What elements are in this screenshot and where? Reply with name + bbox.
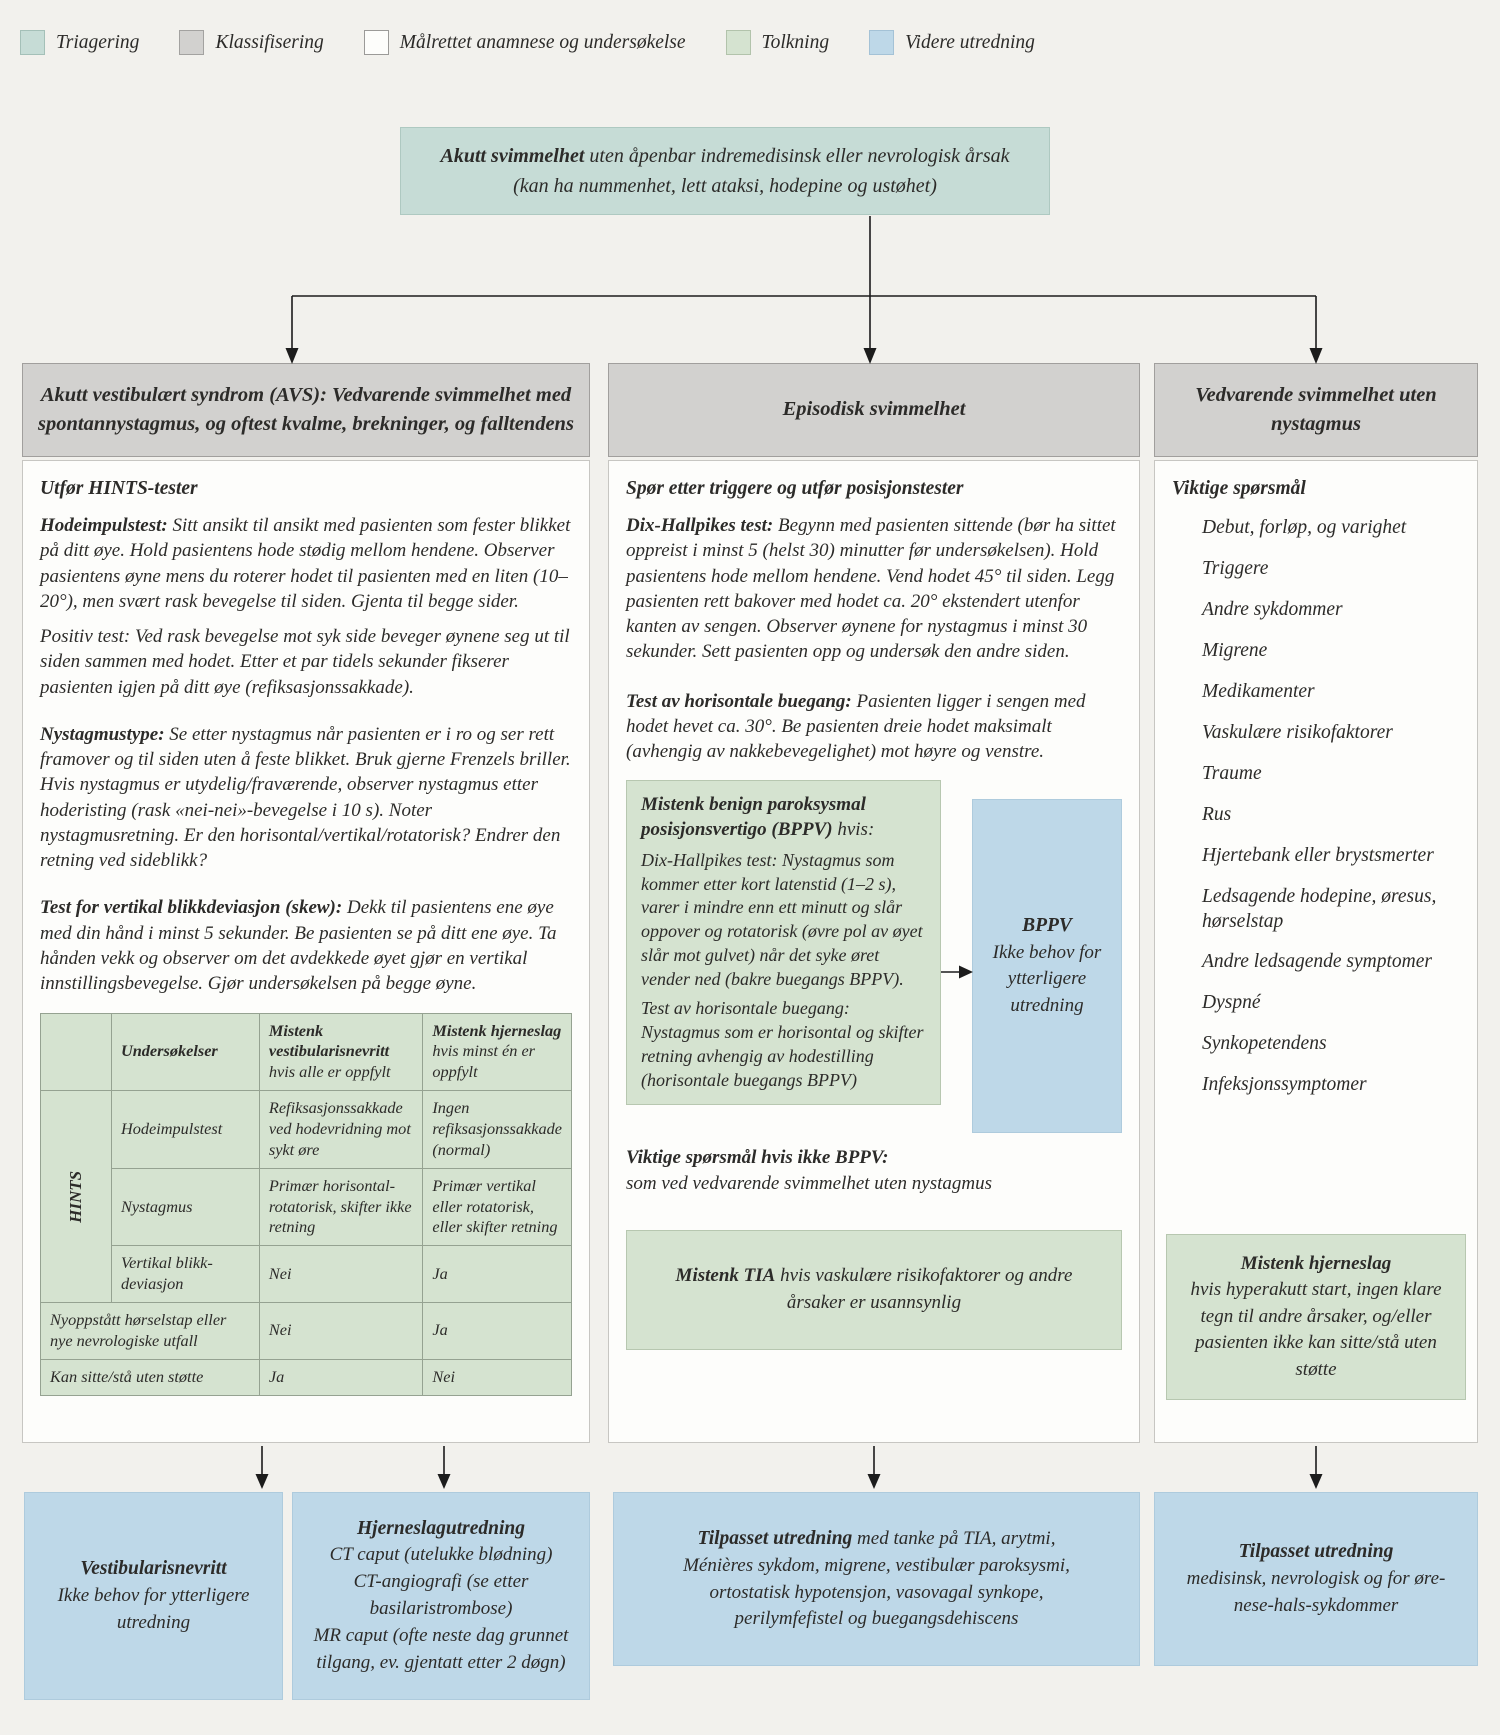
table-row — [41, 1359, 572, 1395]
hints-h3-lead: Mistenk hjerneslag — [432, 1020, 562, 1040]
list-item: Dyspné — [1202, 992, 1261, 1014]
avs-p1-lead: Hodeimpulstest: — [40, 515, 168, 536]
list-item: Medikamenter — [1202, 680, 1315, 702]
episodisk-p1-lead: Dix-Hallpikes test: — [626, 515, 774, 536]
bppv-box-lead-line — [641, 793, 926, 842]
vedvarende-question-list — [1172, 516, 1460, 1098]
table-cell: Nei — [423, 1359, 572, 1395]
legend-item-triagering — [20, 30, 139, 55]
list-item: Debut, forløp, og varighet — [1202, 517, 1407, 538]
avs-paragraph-skew — [40, 895, 572, 996]
list-item: Triggere — [1202, 557, 1269, 579]
interpretation-box-tia — [626, 1230, 1122, 1350]
table-cell: Kan sitte/stå uten støtte — [41, 1359, 260, 1395]
arrowhead-to-vestibularisnevritt — [256, 1474, 269, 1489]
legend-label: Tolkning — [761, 31, 830, 53]
header-avs-rest: Vedvarende svimmelhet med spontannystagmus, og oftest kvalme, brekninger, og falltendens — [38, 383, 574, 435]
hints-table — [40, 1013, 572, 1396]
hjerneslagutredning-title: Hjerneslagutredning — [357, 1517, 525, 1539]
workup-box-tilpasset-vedvarende — [1154, 1492, 1478, 1666]
legend-label: Videre utredning — [905, 31, 1035, 53]
header-episodisk-label: Episodisk svimmelhet — [782, 398, 966, 421]
hints-rotated-label: HINTS — [66, 1170, 86, 1223]
bppv-box-dix-hallpike: Dix-Hallpikes test: Nystagmus som kommer etter kort latenstid (1–2 s), varer i mindre enn ett minutt og slår oppover og rotatorisk (øvre pol av øyet slår mot gulvet) når det syke øret vender ned (bakre buegangs BPPV). — [641, 849, 923, 989]
triagering-swatch-icon — [20, 30, 45, 55]
root-node-subtitle: uten åpenbar indremedisinsk eller nevrologisk årsak — [584, 145, 1010, 167]
workup-box-tilpasset-episodisk — [613, 1492, 1140, 1666]
episodisk-p2-lead: Test av horisontale buegang: — [626, 690, 852, 712]
anamnese-swatch-icon — [364, 30, 389, 55]
hints-table-header-vestibularisnevritt — [259, 1013, 423, 1091]
bppv-result-title: BPPV — [1022, 915, 1072, 937]
table-cell: Primær horisontal-rotatorisk, skifter ikke retning — [259, 1168, 423, 1246]
avs-p3-lead: Nystagmustype: — [40, 723, 165, 745]
tolkning-swatch-icon — [726, 30, 751, 55]
arrowhead-to-vedvarende — [1310, 348, 1323, 364]
hints-table-header-hjerneslag — [423, 1013, 572, 1091]
episodisk-paragraph-buegang — [626, 689, 1122, 765]
arrowhead-to-tilpasset-vedvarende — [1310, 1474, 1323, 1489]
bppv-box-lead: Mistenk benign paroksysmal posisjonsvertigo (BPPV) — [641, 794, 866, 841]
hints-h2-lead: Mistenk vestibularisnevritt — [268, 1020, 390, 1061]
arrowhead-to-hjerneslagutredning — [438, 1474, 451, 1489]
arrowhead-to-avs — [286, 348, 299, 364]
hints-h2-rest: hvis alle er oppfylt — [268, 1062, 391, 1082]
legend-label: Klassifisering — [215, 31, 324, 53]
list-item: Andre ledsagende symptomer — [1202, 951, 1432, 973]
root-node-line1 — [440, 141, 1009, 171]
hjerneslag-box-rest: hvis hyperakutt start, ingen klare tegn til andre årsaker, og/eller pasienten ikke kan sitte/stå uten støtte — [1190, 1279, 1442, 1380]
table-cell: Ja — [423, 1246, 572, 1303]
table-row — [41, 1091, 572, 1169]
hjerneslagutredning-lines — [307, 1542, 575, 1677]
avs-p3-rest: Se etter nystagmus når pasienten er i ro og ser rett framover og til siden uten å feste blikket. Bruk gjerne Frenzels briller. Hvis nystagmus er utydelig/fraværende, observer nystagmus etter hoderisting (rask «nei-nei»-bevegelse i 10 s). Noter nystagmusretning. Er den horisontal/vertikal/rotatorisk? Endrer den retning ved sideblikk? — [40, 723, 571, 872]
header-avs — [22, 363, 590, 457]
episodisk-p2-rest: Pasienten ligger i sengen med hodet hevet ca. 30°. Be pasienten dreie hodet maksimalt (avhengig av nakkebevegelighet) mot høyre og venstre. — [626, 690, 1086, 763]
workup-box-bppv — [972, 799, 1122, 1133]
episodisk-p1-rest: Begynn med pasienten sittende (bør ha sittet oppreist i minst 5 (helst 30) minutter før undersøkelsen). Hold pasientens hode mellom hendene. Vend hodet 45° til siden. Legg pasienten rett bakover med hodet ca. 20° ekstendert utenfor kanten av sengen. Observer øynene for nystagmus i minst 30 sekunder. Sett pasienten opp og undersøk den andre siden. — [626, 515, 1116, 663]
avs-paragraph-nystagmustype — [40, 722, 572, 874]
legend-item-tolkning — [726, 30, 830, 55]
tia-box-rest: hvis vaskulære risikofaktorer og andre årsaker er usannsynlig — [775, 1265, 1073, 1313]
tilpasset-episodisk-rest: med tanke på TIA, arytmi, Ménières sykdom, migrene, vestibulær paroksysmi, ortostatisk hypotensjon, vasovagal synkope, perilymfefistel og buegangsdehiscens — [683, 1527, 1070, 1630]
bppv-box-buegang: Test av horisontale buegang: Nystagmus som er horisontal og skifter retning avhengig av hodestilling (horisontale buegangs BPPV) — [641, 998, 924, 1090]
legend-label: Triagering — [56, 31, 140, 53]
episodisk-questions-heading — [626, 1145, 1122, 1196]
table-row — [41, 1302, 572, 1359]
header-vedvarende-label: Vedvarende svimmelhet uten nystagmus — [1195, 383, 1437, 435]
vestibularisnevritt-title: Vestibularisnevritt — [80, 1558, 227, 1580]
episodisk-q-lead: Viktige spørsmål hvis ikke BPPV: — [626, 1147, 889, 1169]
hints-table-header-row — [41, 1013, 572, 1091]
table-row — [41, 1246, 572, 1303]
tilpasset-vedvarende-body: medisinsk, nevrologisk og for øre-nese-hals-sykdommer — [1186, 1567, 1446, 1616]
column-vedvarende-body — [1154, 460, 1478, 1443]
root-node-line2: (kan ha nummenhet, lett ataksi, hodepine og ustøhet) — [513, 175, 937, 197]
list-item: Traume — [1202, 762, 1262, 784]
table-cell: Refiksasjonssakkade ved hodevridning mot sykt øre — [259, 1091, 423, 1169]
legend-item-anamnese — [364, 30, 686, 55]
interpretation-box-hjerneslag — [1166, 1234, 1466, 1400]
arrowhead-to-episodisk — [864, 348, 877, 364]
column-avs-body — [22, 460, 590, 1443]
avs-paragraph-hodeimpulstest — [40, 513, 572, 614]
root-node-akutt-svimmelhet — [400, 127, 1050, 215]
arrowhead-to-tilpasset-episodisk — [868, 1474, 881, 1489]
header-avs-lead: Akutt vestibulært syndrom (AVS): — [40, 383, 327, 406]
list-item: Ledsagende hodepine, øresus, hørselstap — [1202, 885, 1437, 932]
legend-item-klassifisering — [179, 30, 323, 55]
table-cell: Ingen refiksasjonssakkade (normal) — [423, 1091, 572, 1169]
legend-label: Målrettet anamnese og undersøkelse — [399, 31, 686, 53]
episodisk-section-title: Spør etter triggere og utfør posisjonstester — [626, 478, 964, 499]
tilpasset-episodisk-text — [670, 1525, 1083, 1634]
vestibularisnevritt-body: Ikke behov for ytterligere utredning — [57, 1584, 250, 1633]
tilpasset-episodisk-lead: Tilpasset utredning — [697, 1527, 853, 1549]
list-item: CT caput (utelukke blødning) — [329, 1544, 553, 1566]
avs-paragraph-positiv-test: Positiv test: Ved rask bevegelse mot syk side beveger øynene seg ut til siden sammen med hodet. Etter et par tidels sekunder fikserer pasienten igjen på ditt øye (refiksasjonssakkade). — [40, 626, 570, 698]
list-item: Rus — [1202, 803, 1232, 825]
workup-box-vestibularisnevritt — [24, 1492, 283, 1700]
root-node-title: Akutt svimmelhet — [440, 145, 585, 167]
avs-section-title: Utfør HINTS-tester — [40, 478, 198, 499]
table-cell: Nei — [259, 1302, 423, 1359]
list-item: MR caput (ofte neste dag grunnet tilgang, ev. gjentatt etter 2 døgn) — [313, 1625, 569, 1674]
interpretation-box-bppv — [626, 780, 941, 1105]
column-episodisk-body — [608, 460, 1140, 1443]
hints-table-header-undersokelser: Undersøkelser — [111, 1013, 259, 1091]
episodisk-paragraph-dix-hallpike — [626, 513, 1122, 665]
table-cell: Primær vertikal eller rotatorisk, eller skifter retning — [423, 1168, 572, 1246]
header-vedvarende — [1154, 363, 1478, 457]
workup-box-hjerneslagutredning — [292, 1492, 590, 1700]
list-item: Migrene — [1202, 639, 1268, 661]
list-item: Synkopetendens — [1202, 1033, 1327, 1055]
bppv-result-body: Ikke behov for ytterligere utredning — [992, 942, 1102, 1016]
table-cell: Hodeimpulstest — [111, 1091, 259, 1169]
list-item: Infeksjonssymptomer — [1202, 1074, 1367, 1096]
list-item: Vaskulære risikofaktorer — [1202, 721, 1393, 743]
table-cell: Ja — [423, 1302, 572, 1359]
klassifisering-swatch-icon — [179, 30, 204, 55]
videre-utredning-swatch-icon — [869, 30, 894, 55]
bppv-box-rest: hvis: — [832, 819, 875, 841]
table-row — [41, 1168, 572, 1246]
list-item: CT-angiografi (se etter basilaristrombose) — [353, 1571, 529, 1620]
hints-h3-rest: hvis minst én er oppfylt — [432, 1041, 536, 1082]
table-cell: Nei — [259, 1246, 423, 1303]
tia-box-lead: Mistenk TIA — [675, 1265, 776, 1287]
table-cell: Ja — [259, 1359, 423, 1395]
avs-p1-rest: Sitt ansikt til ansikt med pasienten som fester blikket på ditt øye. Hold pasientens hode stødig mellom hendene. Observer pasientens øyne mens du roterer hodet til pasienten med en liten (10–20°), men svært rask bevegelse til siden. Gjenta til begge sider. — [40, 515, 571, 612]
legend-item-videre-utredning — [869, 30, 1035, 55]
legend — [20, 30, 1035, 55]
table-cell: Vertikal blikk-deviasjon — [111, 1246, 259, 1303]
hjerneslag-box-lead: Mistenk hjerneslag — [1240, 1252, 1392, 1274]
list-item: Andre sykdommer — [1202, 598, 1343, 620]
list-item: Hjertebank eller brystsmerter — [1202, 844, 1434, 866]
hints-rotated-label-cell — [41, 1091, 112, 1303]
episodisk-q-rest: som ved vedvarende svimmelhet uten nystagmus — [626, 1172, 992, 1194]
avs-p4-lead: Test for vertikal blikkdeviasjon (skew): — [40, 897, 343, 919]
vedvarende-section-title: Viktige spørsmål — [1172, 478, 1306, 499]
table-cell: Nyoppstått hørselstap eller nye nevrologiske utfall — [41, 1302, 260, 1359]
tilpasset-vedvarende-title: Tilpasset utredning — [1238, 1541, 1394, 1563]
header-episodisk — [608, 363, 1140, 457]
hints-table-corner-cell — [41, 1013, 112, 1091]
avs-p4-rest: Dekk til pasientens ene øye med din hånd i minst 5 sekunder. Be pasienten se på ditt ene øye. Ta hånden vekk og observer om det avdekkede øyet gjør en vertikal innstillingsbevegelse. Gjør undersøkelsen på begge øyne. — [40, 897, 557, 995]
table-cell: Nystagmus — [111, 1168, 259, 1246]
